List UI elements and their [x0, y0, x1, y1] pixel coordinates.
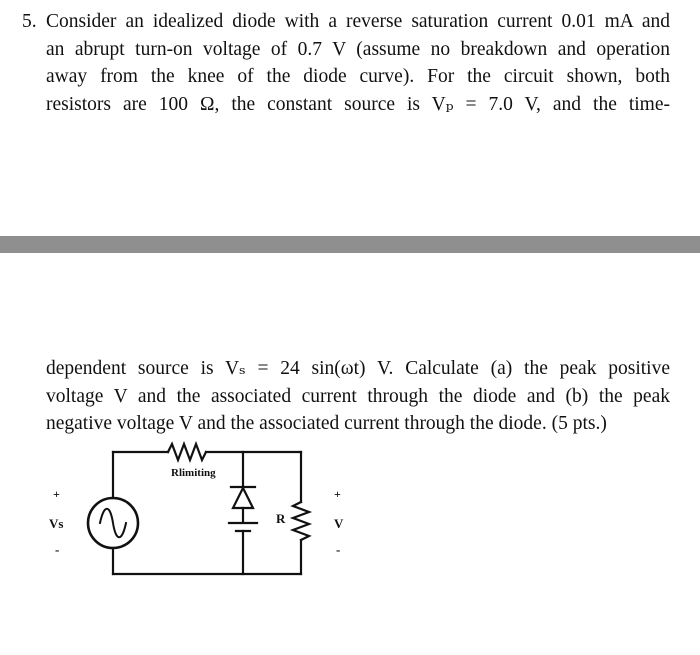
problem-text-top [22, 8, 670, 118]
resistor-r-zigzag [293, 502, 309, 540]
problem-line-4: resistors are 100 Ω, the constant source is Vₚ = 7.0 V, and the time- [46, 93, 670, 115]
problem-line-6: voltage V and the associated current through the diode and (b) the peak [46, 385, 670, 407]
page-divider-bar [0, 236, 700, 253]
problem-line-3: away from the knee of the diode curve). For the circuit shown, both [46, 66, 670, 87]
source-minus-label: - [55, 542, 60, 557]
resistor-limiting-label: Rlimiting [171, 467, 216, 479]
problem-line-5: dependent source is Vₛ = 24 sin(ωt) V. Calculate (a) the peak positive [46, 358, 670, 379]
problem-line-2: an abrupt turn-on voltage of 0.7 V (assume no breakdown and operation [46, 38, 670, 60]
problem-text-bottom [22, 355, 670, 438]
resistor-r-label: R [276, 511, 286, 526]
output-plus-label: + [334, 487, 341, 501]
circuit-diagram [40, 438, 360, 588]
sine-wave-icon [100, 509, 126, 538]
source-plus-label: + [53, 487, 60, 501]
output-label: V [334, 516, 344, 531]
source-label: Vs [49, 516, 64, 531]
resistor-limiting-zigzag [168, 444, 206, 460]
problem-line-7: negative voltage V and the associated current through the diode. (5 pts.) [46, 413, 607, 434]
diode-triangle [233, 488, 253, 508]
problem-line-1: 5. Consider an idealized diode with a reverse saturation current 0.01 mA and [22, 8, 670, 36]
problem-number: 5. [22, 11, 37, 32]
output-minus-label: - [336, 542, 341, 557]
